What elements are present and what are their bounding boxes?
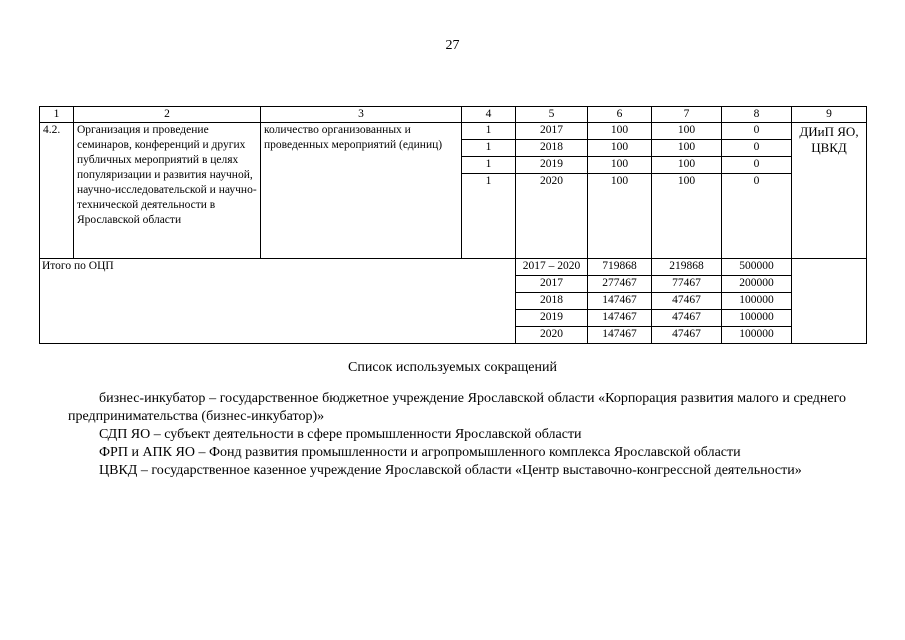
year-cell: 2017 [516,123,588,140]
year-cell: 2020 [516,327,588,344]
header-cell: 1 [40,107,74,123]
header-cell: 3 [261,107,462,123]
value-cell: 47467 [652,327,722,344]
abbreviations-list [68,390,846,480]
value-cell: 147467 [588,327,652,344]
executor: ДИиП ЯО, ЦВКД [792,123,867,259]
value-cell: 719868 [588,259,652,276]
abbreviation-item: ЦВКД – государственное казенное учреждение Ярославской области «Центр выставочно-конгрессной деятельности» [99,463,802,478]
value-cell: 47467 [652,310,722,327]
value-cell: 147467 [588,310,652,327]
value-cell: 100 [588,123,652,140]
value-cell: 100 [652,157,722,174]
value-cell: 100 [652,174,722,259]
value-cell: 100 [652,123,722,140]
total-row [40,259,867,276]
header-cell: 7 [652,107,722,123]
total-label: Итого по ОЦП [40,259,516,344]
value-cell: 200000 [722,276,792,293]
value-cell: 500000 [722,259,792,276]
value-cell: 100 [588,174,652,259]
value-cell: 100 [588,140,652,157]
row-number: 4.2. [40,123,74,259]
indicator-name: количество организованных и проведенных мероприятий (единиц) [261,123,462,259]
value-cell: 77467 [652,276,722,293]
value-cell: 100 [652,140,722,157]
value-cell: 100000 [722,310,792,327]
value-cell: 0 [722,123,792,140]
year-cell: 2020 [516,174,588,259]
value-cell: 0 [722,157,792,174]
year-cell: 2018 [516,293,588,310]
header-cell: 9 [792,107,867,123]
value-cell: 277467 [588,276,652,293]
indicator-value: 1 [462,157,516,174]
abbreviation-item: бизнес-инкубатор – государственное бюджетное учреждение Ярославской области «Корпорация развития малого и среднего предпринимательства (бизнес-инкубатор)» [68,391,846,424]
indicator-value: 1 [462,123,516,140]
header-cell: 8 [722,107,792,123]
value-cell: 0 [722,174,792,259]
header-cell: 5 [516,107,588,123]
page-number: 27 [445,38,460,53]
year-cell: 2019 [516,157,588,174]
indicator-value: 1 [462,174,516,259]
activity-name: Организация и проведение семинаров, конференций и других публичных мероприятий в целях популяризации и развития научной, научно-исследовательской и научно-технической деятельности в Ярославской области [74,123,261,259]
table-row [40,123,867,140]
value-cell: 147467 [588,293,652,310]
header-row [40,107,867,123]
value-cell: 47467 [652,293,722,310]
value-cell: 219868 [652,259,722,276]
abbreviations-heading: Список используемых сокращений [348,360,557,375]
indicator-value: 1 [462,140,516,157]
value-cell: 0 [722,140,792,157]
year-cell: 2017 – 2020 [516,259,588,276]
total-executor [792,259,867,344]
year-cell: 2019 [516,310,588,327]
header-cell: 6 [588,107,652,123]
header-cell: 4 [462,107,516,123]
year-cell: 2018 [516,140,588,157]
value-cell: 100000 [722,293,792,310]
year-cell: 2017 [516,276,588,293]
value-cell: 100000 [722,327,792,344]
abbreviation-item: ФРП и АПК ЯО – Фонд развития промышленности и агропромышленного комплекса Ярославской области [99,445,741,460]
value-cell: 100 [588,157,652,174]
header-cell: 2 [74,107,261,123]
program-table [39,106,867,344]
abbreviation-item: СДП ЯО – субъект деятельности в сфере промышленности Ярославской области [99,427,582,442]
